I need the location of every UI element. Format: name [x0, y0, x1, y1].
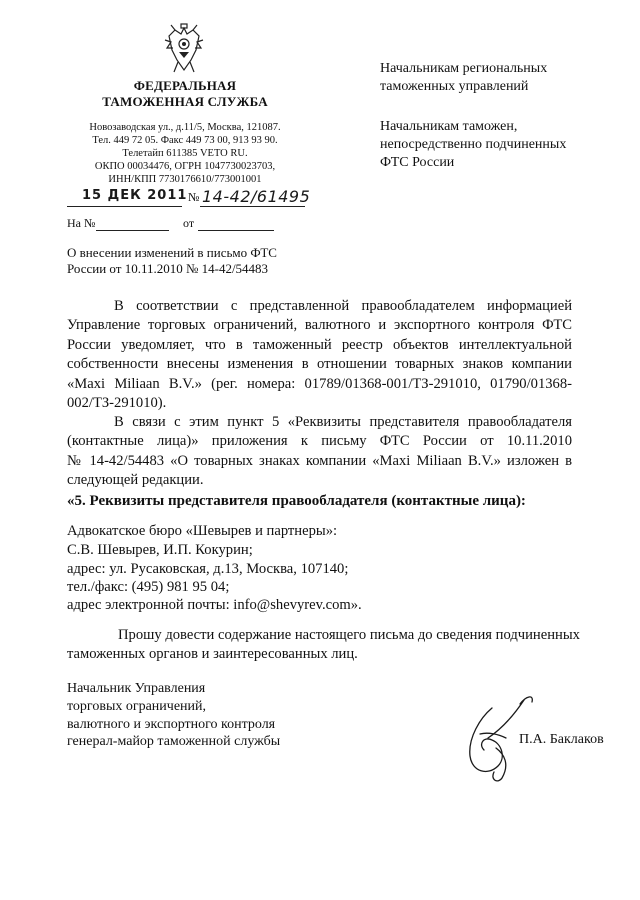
number-underline [200, 206, 305, 207]
signatory-title-line: валютного и экспортного контроля [67, 717, 276, 732]
contact-line: тел./факс: (495) 981 95 04; [67, 579, 230, 595]
address-line: ОКПО 00034476, ОГРН 1047730023703, [94, 161, 276, 172]
reference-number-blank [96, 230, 169, 231]
body-line: (контактные лица)» приложения к письму ФТС России от 10.11.2010 [67, 433, 572, 450]
signer-name: П.А. Баклаков [519, 732, 604, 747]
address-line: Новозаводская ул., д.11/5, Москва, 121087. [89, 122, 281, 133]
number-sign: № [188, 190, 200, 204]
body-line: «Maxi Miliaan B.V.» (рег. номера: 01789/01368-001/ТЗ-291010, 01790/01368- [67, 375, 572, 392]
contact-line: адрес: ул. Русаковская, д.13, Москва, 107140; [67, 561, 349, 577]
body-line: собственности внесены изменения в отношении товарных знаков компании [67, 356, 572, 373]
body-line: В связи с этим пункт 5 «Реквизиты представителя правообладателя [114, 414, 572, 430]
address-line: Телетайп 611385 VETO RU. [122, 148, 248, 159]
body-paragraph-2 [67, 413, 572, 491]
letter-number: 14-42/61495 [202, 187, 311, 206]
body-line: России уведомляет, что в таможенный реестр объектов интеллектуальной [67, 336, 572, 353]
contact-line: Адвокатское бюро «Шевырев и партнеры»: [67, 523, 338, 539]
reference-from-label: от [183, 216, 195, 230]
closing-line: Прошу довести содержание настоящего письма до сведения подчиненных [118, 627, 580, 643]
address-line: ИНН/КПП 7730176610/773001001 [108, 174, 262, 185]
date-underline [67, 206, 182, 207]
section-heading: «5. Реквизиты представителя правообладателя (контактные лица): [67, 493, 526, 509]
body-line: 002/ТЗ-291010). [67, 395, 167, 412]
signatory-title-line: генерал-майор таможенной службы [67, 734, 281, 749]
recipient-line: непосредственно подчиненных [380, 137, 567, 152]
body-line: № 14-42/54483 «О товарных знаках компании «Maxi Miliaan B.V.» изложен в [67, 452, 572, 469]
signatory-title-line: Начальник Управления [67, 681, 206, 696]
org-name-line1: ФЕДЕРАЛЬНАЯ [133, 78, 237, 93]
body-line: Управление торговых ограничений, валютного и экспортного контроля ФТС [67, 317, 572, 334]
address-line: Тел. 449 72 05. Факс 449 73 00, 913 93 90. [92, 135, 278, 146]
letter-date: 15 ДЕК 2011 [82, 188, 188, 203]
subject-line: О внесении изменений в письмо ФТС [67, 245, 277, 260]
body-paragraph-1 [67, 297, 572, 413]
subject-line: России от 10.11.2010 № 14-42/54483 [67, 261, 269, 276]
recipient-line: Начальникам региональных [380, 61, 548, 76]
closing-line: таможенных органов и заинтересованных лиц. [67, 646, 358, 662]
signatory-title-line: торговых ограничений, [67, 699, 207, 714]
reference-date-blank [198, 230, 274, 231]
recipient-line: ФТС России [380, 155, 455, 170]
contact-line: адрес электронной почты: info@shevyrev.com». [67, 597, 362, 613]
recipient-line: Начальникам таможен, [380, 119, 518, 134]
body-line: следующей редакции. [67, 472, 204, 489]
org-name-line2: ТАМОЖЕННАЯ СЛУЖБА [102, 94, 268, 109]
contact-line: С.В. Шевырев, И.П. Кокурин; [67, 542, 253, 558]
reference-prefix: На № [67, 216, 96, 230]
recipient-line: таможенных управлений [380, 79, 529, 94]
body-line: В соответствии с представленной правообладателем информацией [114, 298, 572, 314]
coat-of-arms-emblem [161, 22, 207, 76]
